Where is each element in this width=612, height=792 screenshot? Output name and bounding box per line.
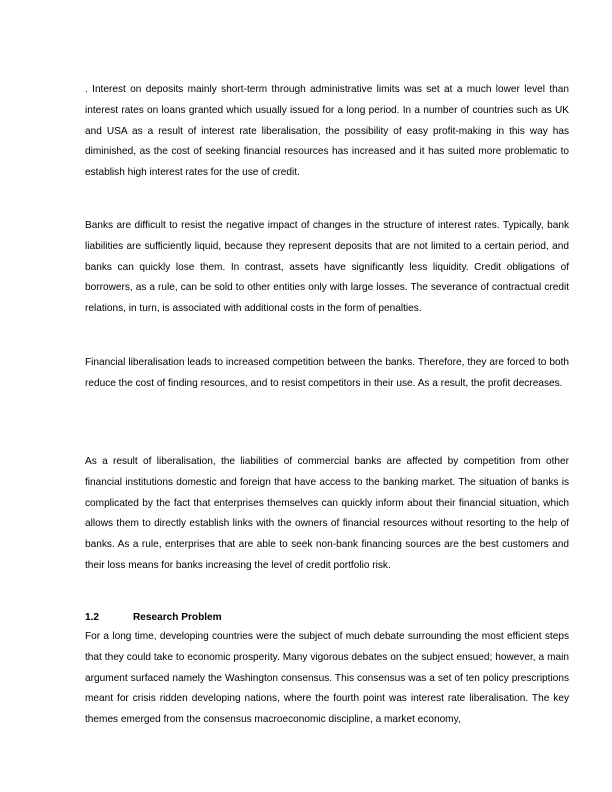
paragraph-financial-liberalisation: Financial liberalisation leads to increased competition between the banks. Therefore, they are forced to both reduce the cost of finding resources, and to resist competitors in their use. As a result, the profit decreases.	[85, 357, 569, 389]
section-title: Research Problem	[133, 612, 222, 623]
section-heading	[85, 608, 569, 628]
paragraph-interest-deposits: . Interest on deposits mainly short-term through administrative limits was set at a much lower level than interest rates on loans granted which usually issued for a long period. In a number of countries such as UK and USA as a result of interest rate liberalisation, the possibility of easy profit-making in this way has diminished, as the cost of seeking financial resources has increased and it has suited more problematic to establish high interest rates for the use of credit.	[85, 84, 569, 179]
paragraph-liabilities-competition: As a result of liberalisation, the liabilities of commercial banks are affected by competition from other financial institutions domestic and foreign that have access to the banking market. The situation of banks is complicated by the fact that enterprises themselves can quickly inform about their financial situation, which allows them to directly establish links with the owners of financial resources without resorting to the help of banks. As a rule, enterprises that are able to seek non-bank financing sources are the best customers and their loss means for banks increasing the level of credit portfolio risk.	[85, 456, 569, 571]
section-number: 1.2	[85, 612, 100, 623]
paragraph-banks-resist: Banks are difficult to resist the negative impact of changes in the structure of interest rates. Typically, bank liabilities are sufficiently liquid, because they represent deposits that are not limited to a certain period, and banks can quickly lose them. In contrast, assets have significantly less liquidity. Credit obligations of borrowers, as a rule, can be sold to other entities only with large losses. The severance of contractual credit relations, in turn, is associated with additional costs in the form of penalties.	[85, 220, 569, 315]
paragraph-research-problem: For a long time, developing countries were the subject of much debate surrounding the most efficient steps that they could take to economic prosperity. Many vigorous debates on the subject ensued; however, a main argument surfaced namely the Washington consensus. This consensus was a set of ten policy prescriptions meant for crisis ridden developing nations, where the fourth point was interest rate liberalisation. The key themes emerged from the consensus macroeconomic discipline, a market economy,	[85, 631, 569, 726]
